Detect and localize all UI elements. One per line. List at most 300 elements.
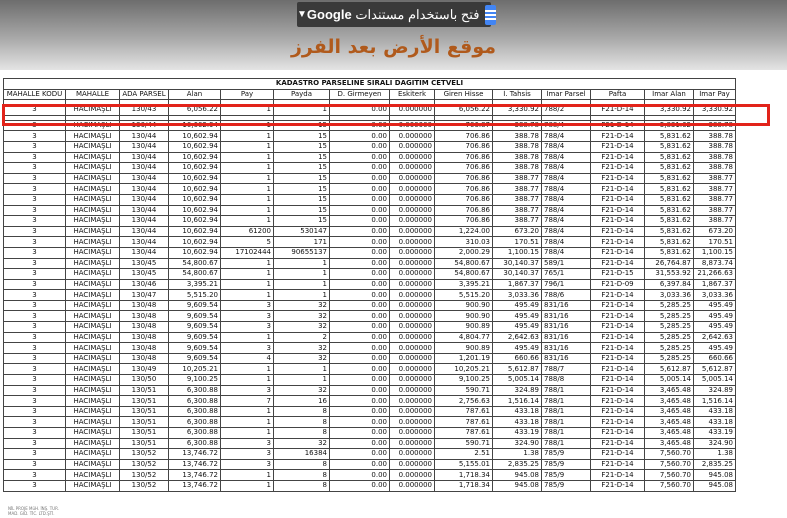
table-row (4, 332, 736, 343)
table-cell: HACIMAŞLI (66, 105, 120, 116)
column-header: İmar Alan (645, 89, 694, 100)
table-cell: F21-D-09 (591, 279, 645, 290)
table-cell: 13,746.72 (169, 470, 221, 481)
table-cell: 3 (4, 353, 66, 364)
table-cell: F21-D-14 (591, 247, 645, 258)
table-cell: 388.78 (694, 163, 736, 174)
table-cell: 788/4 (542, 226, 591, 237)
table-cell: 0.000000 (390, 279, 435, 290)
column-header: Giren Hisse (435, 89, 493, 100)
table-cell: 3 (4, 173, 66, 184)
table-cell: 3 (4, 375, 66, 386)
table-cell: 10,602.94 (169, 120, 221, 131)
table-cell: 1,867.37 (694, 279, 736, 290)
table-cell: 495.49 (694, 322, 736, 333)
table-cell: 5,831.62 (645, 173, 694, 184)
table-cell: 388.78 (694, 120, 736, 131)
table-cell: F21-D-14 (591, 385, 645, 396)
table-cell: 0.00 (330, 131, 390, 142)
table-cell: 788/2 (542, 105, 591, 116)
table-cell: 0.000000 (390, 194, 435, 205)
table-cell: 130/44 (120, 237, 169, 248)
table-cell: 0.00 (330, 438, 390, 449)
table-cell: 324.89 (493, 385, 542, 396)
table-cell: 9,100.25 (169, 375, 221, 386)
table-cell: F21-D-14 (591, 300, 645, 311)
table-cell: 3 (4, 131, 66, 142)
table-cell: F21-D-14 (591, 332, 645, 343)
table-cell: 900.90 (435, 311, 493, 322)
table-cell: 3 (4, 163, 66, 174)
table-row (4, 396, 736, 407)
table-row (4, 385, 736, 396)
table-cell: F21-D-14 (591, 131, 645, 142)
table-cell: 788/4 (542, 216, 591, 227)
table-cell: 3 (4, 247, 66, 258)
table-cell: 388.77 (694, 205, 736, 216)
table-cell: 706.86 (435, 194, 493, 205)
table-row (4, 375, 736, 386)
table-cell: 9,609.54 (169, 322, 221, 333)
table-cell: 900.90 (435, 300, 493, 311)
table-cell: 130/46 (120, 279, 169, 290)
table-cell: 130/45 (120, 258, 169, 269)
table-cell: 388.78 (493, 141, 542, 152)
table-cell: 3 (221, 438, 274, 449)
table-cell: 0.000000 (390, 152, 435, 163)
table-cell: 706.86 (435, 141, 493, 152)
table-cell: 433.19 (694, 428, 736, 439)
table-cell: HACIMAŞLI (66, 480, 120, 491)
table-row (4, 184, 736, 195)
table-cell: 388.78 (694, 152, 736, 163)
table-cell: 0.000000 (390, 438, 435, 449)
table-cell: 388.78 (493, 120, 542, 131)
table-cell: 15 (274, 141, 330, 152)
table-cell: 130/45 (120, 269, 169, 280)
table-cell: HACIMAŞLI (66, 279, 120, 290)
table-cell: 0.000000 (390, 131, 435, 142)
table-cell: 8 (274, 470, 330, 481)
table-cell: 788/4 (542, 173, 591, 184)
table-cell: 706.86 (435, 131, 493, 142)
table-cell: 0.00 (330, 237, 390, 248)
table-cell: 10,602.94 (169, 237, 221, 248)
table-cell: F21-D-14 (591, 417, 645, 428)
table-cell: 0.00 (330, 120, 390, 131)
table-cell: 388.77 (493, 216, 542, 227)
table-cell: 433.18 (493, 417, 542, 428)
table-cell: 495.49 (493, 300, 542, 311)
table-cell: 945.08 (493, 480, 542, 491)
table-cell: 0.00 (330, 152, 390, 163)
table-cell: 7,560.70 (645, 480, 694, 491)
table-cell: 1 (221, 332, 274, 343)
table-cell: 1 (221, 163, 274, 174)
table-row (4, 322, 736, 333)
table-cell: 0.000000 (390, 120, 435, 131)
table-cell: 0.00 (330, 194, 390, 205)
table-cell: 130/47 (120, 290, 169, 301)
table-cell: 3 (221, 459, 274, 470)
table-cell: 788/4 (542, 141, 591, 152)
table-cell: 30,140.37 (493, 258, 542, 269)
table-cell: 1 (221, 205, 274, 216)
table-cell: 787.61 (435, 406, 493, 417)
table-cell: 6,056.22 (169, 105, 221, 116)
table-cell: 945.08 (493, 470, 542, 481)
table-cell: 1,201.19 (435, 353, 493, 364)
table-cell: 788/7 (542, 364, 591, 375)
table-cell: 3 (221, 322, 274, 333)
table-row (4, 258, 736, 269)
table-cell: 0.000000 (390, 269, 435, 280)
table-cell: 1,867.37 (493, 279, 542, 290)
table-cell: F21-D-14 (591, 396, 645, 407)
table-cell: 2,835.25 (694, 459, 736, 470)
table-cell: 13,746.72 (169, 480, 221, 491)
table-row (4, 438, 736, 449)
column-header: D. Girmeyen (330, 89, 390, 100)
table-cell: 388.78 (694, 141, 736, 152)
table-cell: 8,873.74 (694, 258, 736, 269)
table-cell: 5,831.62 (645, 205, 694, 216)
table-cell: 388.78 (694, 131, 736, 142)
table-cell: 1 (221, 417, 274, 428)
table-cell: 787.61 (435, 417, 493, 428)
table-row (4, 269, 736, 280)
table-cell: 3 (4, 300, 66, 311)
table-row (4, 279, 736, 290)
table-cell: 3 (4, 279, 66, 290)
table-cell: 0.000000 (390, 258, 435, 269)
table-row (4, 428, 736, 439)
table-row (4, 406, 736, 417)
table-cell: 0.000000 (390, 216, 435, 227)
table-cell: 0.000000 (390, 364, 435, 375)
table-cell: 831/16 (542, 322, 591, 333)
table-cell: 831/16 (542, 343, 591, 354)
table-cell: HACIMAŞLI (66, 385, 120, 396)
table-cell: 0.00 (330, 205, 390, 216)
table-cell: 0.00 (330, 385, 390, 396)
table-cell: 495.49 (694, 311, 736, 322)
table-cell: 9,100.25 (435, 375, 493, 386)
table-cell: 130/52 (120, 459, 169, 470)
table-cell: 3,465.48 (645, 385, 694, 396)
table-cell: 1 (221, 184, 274, 195)
table-cell: HACIMAŞLI (66, 300, 120, 311)
table-cell: 130/51 (120, 385, 169, 396)
table-cell: 1 (221, 269, 274, 280)
table-cell: 0.00 (330, 105, 390, 116)
table-cell: 170.51 (493, 237, 542, 248)
table-cell: 6,300.88 (169, 428, 221, 439)
table-cell: 324.90 (493, 438, 542, 449)
table-cell: 130/51 (120, 438, 169, 449)
table-cell: 706.86 (435, 163, 493, 174)
table-cell: 3 (4, 205, 66, 216)
column-header: Payda (274, 89, 330, 100)
table-cell: 6,397.84 (645, 279, 694, 290)
table-cell: 831/16 (542, 300, 591, 311)
table-cell: 15 (274, 152, 330, 163)
table-cell: 10,602.94 (169, 173, 221, 184)
table-cell: 3 (221, 449, 274, 460)
table-cell: 5,515.20 (169, 290, 221, 301)
table-cell: 3 (4, 141, 66, 152)
table-cell: 0.000000 (390, 290, 435, 301)
table-row (4, 163, 736, 174)
table-cell: 1,100.15 (694, 247, 736, 258)
table-cell: 3 (4, 184, 66, 195)
table-cell: 17102444 (221, 247, 274, 258)
table-cell: 3 (4, 428, 66, 439)
table-cell: F21-D-14 (591, 237, 645, 248)
table-cell: 3 (4, 470, 66, 481)
table-cell: 0.00 (330, 226, 390, 237)
table-cell: 388.77 (694, 216, 736, 227)
table-cell: 61200 (221, 226, 274, 237)
table-row (4, 364, 736, 375)
table-cell: 130/48 (120, 353, 169, 364)
table-cell: HACIMAŞLI (66, 120, 120, 131)
table-cell: 1 (221, 258, 274, 269)
table-cell: 0.00 (330, 279, 390, 290)
table-cell: 2,000.29 (435, 247, 493, 258)
table-cell: HACIMAŞLI (66, 406, 120, 417)
table-row (4, 152, 736, 163)
table-cell: 0.00 (330, 396, 390, 407)
table-cell: 1 (221, 364, 274, 375)
table-cell: 590.71 (435, 438, 493, 449)
table-cell: HACIMAŞLI (66, 152, 120, 163)
table-cell: 0.00 (330, 141, 390, 152)
table-cell: 0.00 (330, 480, 390, 491)
table-cell: 10,602.94 (169, 152, 221, 163)
table-cell: 54,800.67 (435, 258, 493, 269)
table-cell: 26,764.87 (645, 258, 694, 269)
table-cell: 5,285.25 (645, 343, 694, 354)
table-cell: 15 (274, 184, 330, 195)
table-cell: 8 (274, 459, 330, 470)
table-cell: HACIMAŞLI (66, 449, 120, 460)
table-cell: 8 (274, 480, 330, 491)
table-cell: 5,285.25 (645, 311, 694, 322)
table-cell: 130/51 (120, 417, 169, 428)
highlight-box (2, 104, 770, 126)
table-row (4, 237, 736, 248)
table-cell: 130/44 (120, 173, 169, 184)
table-cell: 130/44 (120, 184, 169, 195)
table-cell: 15 (274, 131, 330, 142)
table-cell: 388.78 (493, 131, 542, 142)
table-cell: 1.38 (694, 449, 736, 460)
table-cell: F21-D-14 (591, 322, 645, 333)
table-cell: 3 (4, 120, 66, 131)
chevron-down-icon[interactable]: ▼ (297, 9, 307, 20)
table-cell: 0.000000 (390, 163, 435, 174)
table-cell: 32 (274, 300, 330, 311)
table-cell: 0.000000 (390, 428, 435, 439)
table-cell: 0.00 (330, 449, 390, 460)
table-row (4, 300, 736, 311)
table-cell: 1,718.34 (435, 480, 493, 491)
table-cell: 660.66 (493, 353, 542, 364)
column-header: Pafta (591, 89, 645, 100)
table-cell: F21-D-14 (591, 163, 645, 174)
table-cell: 30,140.37 (493, 269, 542, 280)
table-cell: 10,602.94 (169, 163, 221, 174)
table-cell: F21-D-14 (591, 290, 645, 301)
table-cell: 5,831.62 (645, 184, 694, 195)
table-cell: 1 (221, 279, 274, 290)
table-cell: 5,831.62 (645, 152, 694, 163)
table-cell: 130/48 (120, 300, 169, 311)
table-cell: 3,465.48 (645, 417, 694, 428)
table-cell: 3,330.92 (645, 105, 694, 116)
table-cell: F21-D-15 (591, 269, 645, 280)
table-cell: 10,602.94 (169, 226, 221, 237)
table-cell: 130/44 (120, 247, 169, 258)
table-cell: 0.00 (330, 184, 390, 195)
table-cell: HACIMAŞLI (66, 290, 120, 301)
table-cell: 0.00 (330, 406, 390, 417)
table-cell: 788/4 (542, 237, 591, 248)
table-cell: 1 (221, 152, 274, 163)
table-cell: 788/1 (542, 406, 591, 417)
table-cell: 32 (274, 322, 330, 333)
table-cell: HACIMAŞLI (66, 163, 120, 174)
open-with-google-docs-bar[interactable] (297, 2, 491, 27)
table-cell: 388.77 (493, 184, 542, 195)
table-cell: 3,033.36 (493, 290, 542, 301)
table-cell: 1 (221, 428, 274, 439)
table-cell: 54,800.67 (435, 269, 493, 280)
table-cell: 433.18 (694, 417, 736, 428)
column-header: Eskiterk (390, 89, 435, 100)
table-cell: 0.000000 (390, 396, 435, 407)
table-cell: 788/1 (542, 438, 591, 449)
table-cell: 130/44 (120, 163, 169, 174)
table-cell: 13,746.72 (169, 459, 221, 470)
table-cell: 0.00 (330, 332, 390, 343)
table-cell: 3 (4, 449, 66, 460)
table-cell: HACIMAŞLI (66, 247, 120, 258)
table-cell: 530147 (274, 226, 330, 237)
table-cell: 706.86 (435, 216, 493, 227)
table-cell: 1 (274, 290, 330, 301)
table-cell: 32 (274, 353, 330, 364)
table-cell: 10,602.94 (169, 141, 221, 152)
table-cell: 3 (4, 417, 66, 428)
table-cell: 0.000000 (390, 417, 435, 428)
table-cell: 0.00 (330, 290, 390, 301)
table-cell: 900.89 (435, 322, 493, 333)
table-cell: F21-D-14 (591, 343, 645, 354)
table-cell: 5,285.25 (645, 322, 694, 333)
table-cell: 15 (274, 173, 330, 184)
table-cell: 1 (221, 131, 274, 142)
table-cell: HACIMAŞLI (66, 184, 120, 195)
table-cell: 2 (274, 332, 330, 343)
table-cell: HACIMAŞLI (66, 173, 120, 184)
table-cell: 0.000000 (390, 247, 435, 258)
table-cell: 9,609.54 (169, 300, 221, 311)
table-cell: 945.08 (694, 480, 736, 491)
table-cell: 130/49 (120, 364, 169, 375)
table-cell: 3 (4, 269, 66, 280)
table-row (4, 226, 736, 237)
table-cell: 9,609.54 (169, 353, 221, 364)
table-cell: F21-D-14 (591, 184, 645, 195)
table-cell: F21-D-14 (591, 105, 645, 116)
table-cell: 9,609.54 (169, 311, 221, 322)
table-cell: F21-D-14 (591, 480, 645, 491)
table-cell: F21-D-14 (591, 459, 645, 470)
table-cell: 785/9 (542, 449, 591, 460)
table-cell: 5,285.25 (645, 332, 694, 343)
table-row (4, 417, 736, 428)
table-cell: 3 (4, 290, 66, 301)
table-cell: 130/52 (120, 449, 169, 460)
table-cell: HACIMAŞLI (66, 216, 120, 227)
google-docs-icon[interactable] (485, 5, 496, 25)
table-cell: 1,224.00 (435, 226, 493, 237)
table-cell: 1 (221, 375, 274, 386)
table-cell: 54,800.67 (169, 258, 221, 269)
table-cell: HACIMAŞLI (66, 364, 120, 375)
table-cell: 0.00 (330, 311, 390, 322)
table-cell: 16384 (274, 449, 330, 460)
table-cell: 2.51 (435, 449, 493, 460)
table-cell: 5,612.87 (694, 364, 736, 375)
table-cell: 1 (274, 258, 330, 269)
table-cell: 0.000000 (390, 406, 435, 417)
table-cell: 5,612.87 (493, 364, 542, 375)
table-cell: 788/1 (542, 396, 591, 407)
table-cell: 0.00 (330, 258, 390, 269)
table-cell: 5,005.14 (694, 375, 736, 386)
table-cell: 495.49 (694, 300, 736, 311)
table-cell: 9,609.54 (169, 343, 221, 354)
table-cell: 5,285.25 (645, 300, 694, 311)
table-cell: 0.00 (330, 173, 390, 184)
table-cell: 5,005.14 (645, 375, 694, 386)
table-row (4, 141, 736, 152)
table-cell: 0.000000 (390, 105, 435, 116)
table-row (4, 470, 736, 481)
table-cell: 130/44 (120, 152, 169, 163)
table-cell: 3 (4, 396, 66, 407)
table-cell: 0.00 (330, 428, 390, 439)
table-cell: 15 (274, 120, 330, 131)
table-cell: 1 (274, 269, 330, 280)
table-cell: 6,300.88 (169, 396, 221, 407)
table-cell: 5 (221, 237, 274, 248)
table-cell: 788/4 (542, 120, 591, 131)
table-cell: F21-D-14 (591, 120, 645, 131)
table-row (4, 205, 736, 216)
table-cell: 945.08 (694, 470, 736, 481)
table-row (4, 449, 736, 460)
table-cell: 3 (4, 258, 66, 269)
table-cell: 788/6 (542, 290, 591, 301)
table-cell: 130/48 (120, 343, 169, 354)
table-cell: 31,553.92 (645, 269, 694, 280)
open-with-label[interactable]: فتح باستخدام مستندات Google (306, 6, 480, 22)
table-cell: 3,330.92 (694, 105, 736, 116)
